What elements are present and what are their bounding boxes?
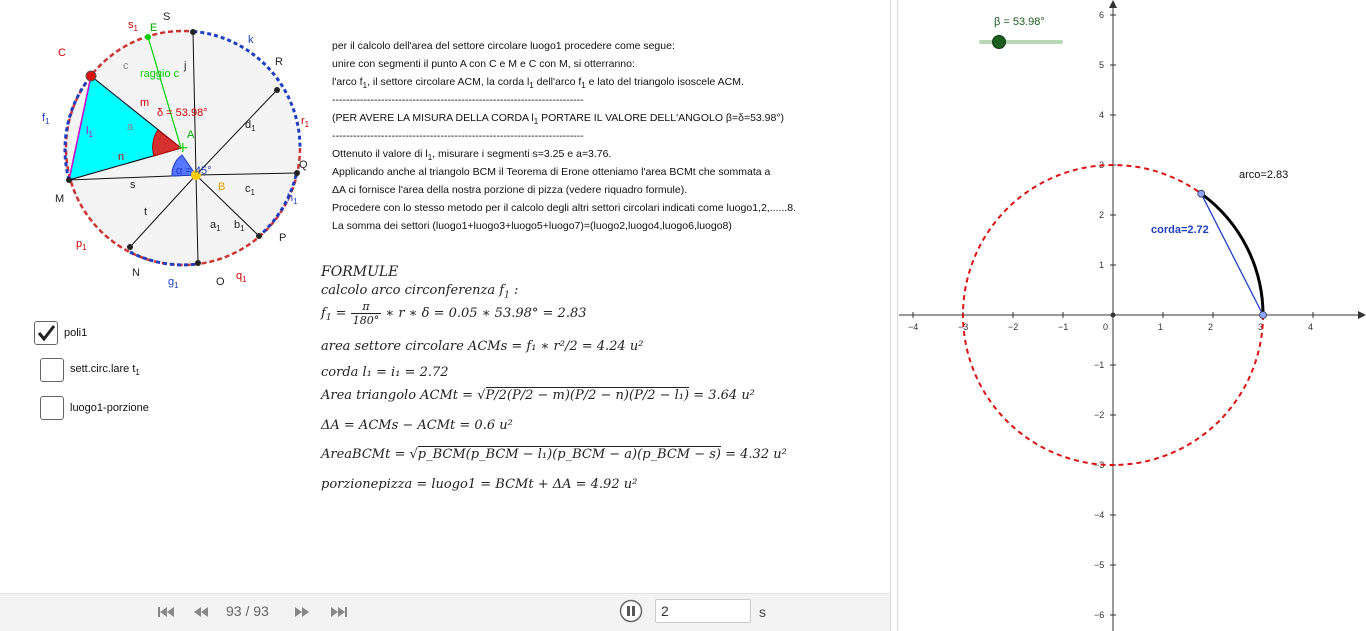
label-d1: $d_1$ xyxy=(245,119,256,133)
y-tick-label: 4 xyxy=(1099,110,1105,120)
construction-protocol-bar xyxy=(0,593,890,631)
formula-sector: area settore circolare ACMs = f₁ ∗ r²/2 = 4.24 u² xyxy=(321,339,644,354)
label-r: R xyxy=(275,56,283,68)
desc-line-8: Applicando anche al triangolo BCM il Teorema di Erone otteniamo l'area BCMt che sommata a xyxy=(332,166,771,178)
slider-label: β = 53.98° xyxy=(994,16,1045,28)
label-s1: $s_1$ xyxy=(128,19,138,33)
fast-forward-icon xyxy=(293,606,311,618)
formula-arc-caption: calcolo arco circonferenza $f_1$ : xyxy=(321,283,519,301)
formula-f1: f $_1$ = $\frac{\pi}{180^\circ}$ ∗ r ∗ δ = 0.05 ∗ 53.98° = 2.83 xyxy=(321,300,587,327)
label-o: O xyxy=(216,276,225,288)
y-tick-label: 1 xyxy=(1099,260,1105,270)
point-r[interactable] xyxy=(274,87,280,93)
point-s[interactable] xyxy=(190,29,196,35)
speed-unit: s xyxy=(759,604,766,620)
label-q1: $q_1$ xyxy=(236,270,247,284)
point-n[interactable] xyxy=(127,244,133,250)
slider-knob[interactable] xyxy=(992,35,1006,49)
view-divider[interactable] xyxy=(890,0,898,631)
point-o[interactable] xyxy=(195,260,201,266)
x-tick-label: −2 xyxy=(1008,322,1019,332)
y-tick-label: −6 xyxy=(1094,610,1105,620)
y-tick-label: 6 xyxy=(1099,10,1105,20)
label-n: N xyxy=(132,267,140,279)
checkbox-poli1[interactable] xyxy=(34,321,58,345)
coordinate-graph[interactable] xyxy=(899,0,1366,631)
desc-line-2: unire con segmenti il punto A con C e M e C con M, si otterranno: xyxy=(332,58,635,70)
previous-step-button[interactable] xyxy=(191,603,211,621)
x-tick-label: 1 xyxy=(1158,322,1164,332)
desc-line-6: ------------------------------------------------------------------------ xyxy=(332,130,584,142)
label-k: k xyxy=(248,34,254,46)
label-a-seg: a xyxy=(127,121,134,133)
first-step-button[interactable] xyxy=(156,603,176,621)
label-p1: $p_1$ xyxy=(76,238,87,252)
label-m-seg: m xyxy=(140,97,150,109)
point-arc-start[interactable] xyxy=(1260,312,1267,319)
formula-triangle: Area triangolo ACMt = √P/2(P/2 − m)(P/2 − n)(P/2 − l₁) = 3.64 u² xyxy=(321,388,755,403)
corda-label: corda=2.72 xyxy=(1151,224,1209,236)
label-raggio: raggio c xyxy=(140,68,180,80)
label-c1: $c_1$ xyxy=(245,183,255,197)
checkbox-label-sett-circ: sett.circ.lare $t_1$ xyxy=(70,362,140,378)
point-p[interactable] xyxy=(256,233,262,239)
formula-delta: ΔA = ACMs − ACMt = 0.6 u² xyxy=(321,418,513,433)
label-l1: $l_1$ xyxy=(86,125,93,139)
y-tick-label: −4 xyxy=(1094,510,1105,520)
skip-last-icon xyxy=(330,606,348,618)
formula-f1-den: 180° xyxy=(352,314,380,327)
desc-line-10: Procedere con lo stesso metodo per il calcolo degli altri settori circolari indicati come luogo1,2,......8. xyxy=(332,202,796,214)
x-tick-label: −1 xyxy=(1058,322,1069,332)
checkbox-row-sett[interactable] xyxy=(40,358,140,382)
label-j: j xyxy=(184,60,187,72)
y-tick-label: −5 xyxy=(1094,560,1105,570)
rewind-icon xyxy=(192,606,210,618)
formulas-title: FORMULE xyxy=(321,264,399,280)
pizza-construction[interactable] xyxy=(0,0,320,300)
point-a-cross: + xyxy=(177,140,189,156)
x-tick-label: 0 xyxy=(1103,322,1109,332)
formula-bcm: AreaBCMt = √p_BCM(p_BCM − l₁)(p_BCM − a)(p_BCM − s) = 4.32 u² xyxy=(321,447,787,462)
last-step-button[interactable] xyxy=(329,603,349,621)
label-t-seg: t xyxy=(144,206,148,218)
desc-line-9: ΔA ci fornisce l'area della nostra porzione di pizza (vedere riquadro formule). xyxy=(332,184,688,196)
label-a: A xyxy=(187,129,195,141)
point-m[interactable] xyxy=(66,177,72,183)
label-p: P xyxy=(279,232,287,244)
y-tick-label: 5 xyxy=(1099,60,1105,70)
label-b1: $b_1$ xyxy=(234,219,245,233)
label-q: Q xyxy=(299,159,308,171)
formula-f1-pi: π xyxy=(362,300,370,313)
x-tick-label: 2 xyxy=(1208,322,1214,332)
label-b: B xyxy=(218,181,226,193)
chord-line[interactable] xyxy=(1201,194,1263,315)
y-tick-label: −2 xyxy=(1094,410,1105,420)
label-e: E xyxy=(150,22,158,34)
speed-input[interactable] xyxy=(655,599,751,623)
pause-button[interactable] xyxy=(619,599,643,623)
step-counter: 93 / 93 xyxy=(226,603,269,619)
label-m: M xyxy=(55,193,65,205)
checkbox-sett-circ[interactable] xyxy=(40,358,64,382)
x-axis-arrow xyxy=(1358,311,1366,319)
y-tick-label: 3 xyxy=(1099,160,1105,170)
label-h1: $h_1$ xyxy=(287,192,298,206)
origin-point xyxy=(1111,313,1116,318)
label-s-seg: s xyxy=(130,179,136,191)
checkbox-label-poli1: poli1 xyxy=(64,327,88,339)
checkbox-label-luogo1: luogo1-porzione xyxy=(70,402,149,414)
label-f1: $f_1$ xyxy=(42,112,50,126)
formula-portion: porzionepizza = luogo1 = BCMt + ΔA = 4.92 u² xyxy=(321,477,638,492)
x-tick-label: −3 xyxy=(958,322,969,332)
label-s: S xyxy=(163,11,171,23)
point-c[interactable] xyxy=(86,71,96,81)
formula-chord: corda l₁ = i₁ = 2.72 xyxy=(321,365,449,380)
arco-label: arco=2.83 xyxy=(1239,169,1289,181)
checkbox-row-poli1[interactable] xyxy=(34,321,87,345)
checkbox-luogo1-porzione[interactable] xyxy=(40,396,64,420)
point-e[interactable] xyxy=(145,34,151,40)
x-tick-label: 3 xyxy=(1258,322,1264,332)
label-r1: $r_1$ xyxy=(301,115,310,129)
label-alpha: α = 45° xyxy=(176,165,212,177)
label-c: C xyxy=(58,47,66,59)
point-arc-end[interactable] xyxy=(1198,190,1205,197)
label-n-seg: n xyxy=(118,151,125,163)
label-a1: $a_1$ xyxy=(210,219,221,233)
desc-line-1: per il calcolo dell'area del settore circolare luogo1 procedere come segue: xyxy=(332,40,675,52)
desc-line-7: Ottenuto il valore di $l_1$, misurare i segmenti s=3.25 e a=3.76. xyxy=(332,148,612,163)
desc-line-11: La somma dei settori (luogo1+luogo3+luogo5+luogo7)=(luogo2,luogo4,luogo6,luogo8) xyxy=(332,220,732,232)
next-step-button[interactable] xyxy=(292,603,312,621)
pause-icon xyxy=(619,599,643,623)
checkmark-icon xyxy=(35,322,57,344)
y-axis-arrow xyxy=(1109,0,1117,8)
label-c-lower: c xyxy=(123,60,129,72)
y-tick-label: 2 xyxy=(1099,210,1105,220)
y-tick-label: −1 xyxy=(1094,360,1105,370)
beta-slider[interactable] xyxy=(979,36,1063,48)
label-delta: δ = 53.98° xyxy=(157,107,208,119)
desc-line-4: ------------------------------------------------------------------------ xyxy=(332,94,584,106)
graphics-view-2[interactable] xyxy=(899,0,1366,631)
skip-first-icon xyxy=(157,606,175,618)
label-g1: $g_1$ xyxy=(168,276,179,290)
checkbox-row-luogo1[interactable] xyxy=(40,396,149,420)
y-tick-label: −3 xyxy=(1094,460,1105,470)
desc-line-3: l'arco $f_1$, il settore circolare ACM, la corda $l_1$ dell'arco $f_1$ e lato del triangolo isoscele ACM. xyxy=(332,76,744,91)
x-tick-label: 4 xyxy=(1308,322,1314,332)
desc-line-5: (PER AVERE LA MISURA DELLA CORDA $l_1$ PORTARE IL VALORE DELL'ANGOLO β=δ=53.98°) xyxy=(332,112,785,127)
x-tick-label: −4 xyxy=(908,322,919,332)
